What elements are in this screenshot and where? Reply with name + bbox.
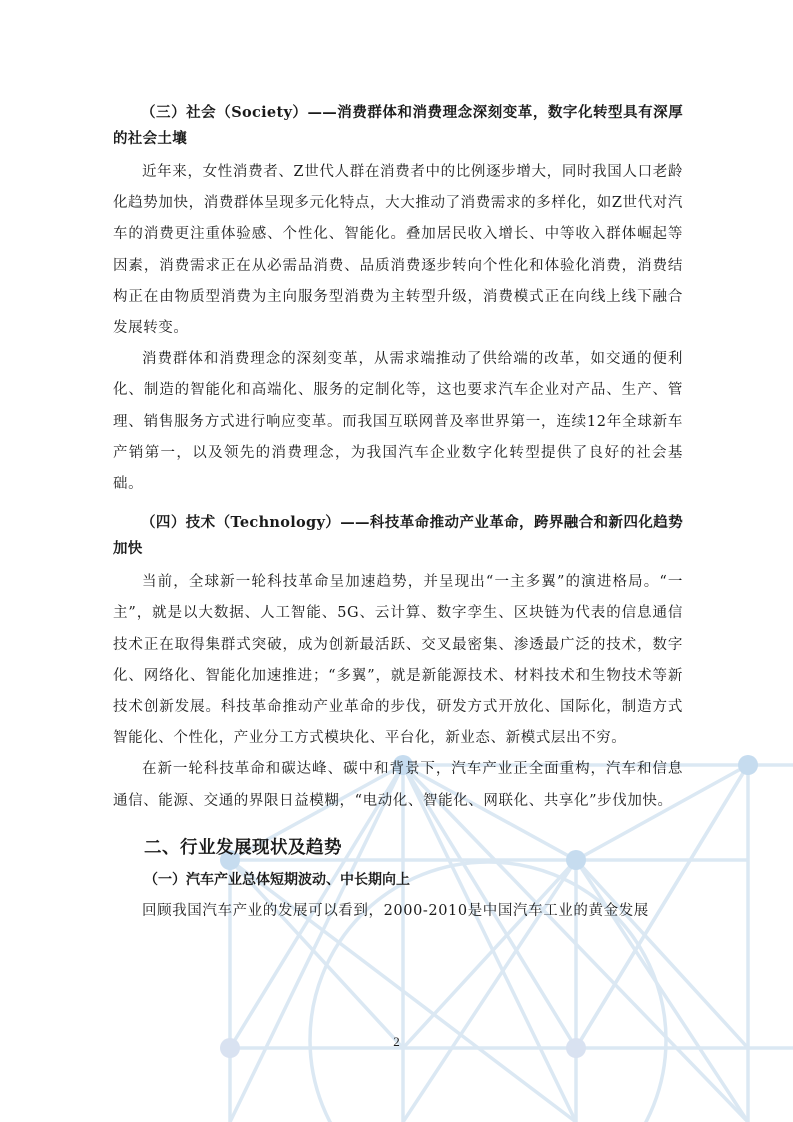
paragraph-society-1: 近年来，女性消费者、Z世代人群在消费者中的比例逐步增大，同时我国人口老龄化趋势加快，消费群体呈现多元化特点，大大推动了消费需求的多样化，如Z世代对汽车的消费更注重体验感、个性化、智能化。叠加居民收入增长、中等收入群体崛起等因素，消费需求正在从必需品消费、品质消费逐步转向个性化和体验化消费，消费结构正在由物质型消费为主向服务型消费为主转型升级，消费模式正在向线上线下融合发展转变。 [113, 164, 683, 337]
chapter-title: 二、行业发展现状及趋势 [144, 837, 342, 858]
paragraph-society-2: 消费群体和消费理念的深刻变革，从需求端推动了供给端的改革，如交通的便利化、制造的智能化和高端化、服务的定制化等，这也要求汽车企业对产品、生产、管理、销售服务方式进行响应变革。而我国互联网普及率世界第一，连续12年全球新车产销第一，以及领先的消费理念，为我国汽车企业数字化转型提供了良好的社会基础。 [113, 351, 683, 493]
network-node [738, 755, 758, 775]
page-number: 2 [393, 1034, 400, 1049]
section-heading-society: （三）社会（Society）——消费群体和消费理念深刻变革，数字化转型具有深厚的社会土壤 [113, 104, 683, 147]
paragraph-industry-1: 回顾我国汽车产业的发展可以看到，2000-2010是中国汽车工业的黄金发展 [142, 902, 649, 919]
paragraph-technology-1: 当前，全球新一轮科技革命呈加速趋势，并呈现出“一主多翼”的演进格局。“一主”，就是以大数据、人工智能、5G、云计算、数字孪生、区块链为代表的信息通信技术正在取得集群式突破，成为创新最活跃、交叉最密集、渗透最广泛的技术，数字化、网络化、智能化加速推进；“多翼”，就是新能源技术、材料技术和生物技术等新技术创新发展。科技革命推动产业革命的步伐，研发方式开放化、国际化，制造方式智能化、个性化，产业分工方式模块化、平台化，新业态、新模式层出不穷。 [113, 574, 683, 747]
section-heading-technology: （四）技术（Technology）——科技革命推动产业革命，跨界融合和新四化趋势加快 [113, 514, 683, 558]
paragraph-technology-2: 在新一轮科技革命和碳达峰、碳中和背景下，汽车产业正全面重构，汽车和信息通信、能源、交通的界限日益模糊，“电动化、智能化、网联化、共享化”步伐加快。 [113, 761, 683, 809]
page-content [113, 100, 683, 927]
subsection-title: （一）汽车产业总体短期波动、中长期向上 [144, 871, 410, 888]
